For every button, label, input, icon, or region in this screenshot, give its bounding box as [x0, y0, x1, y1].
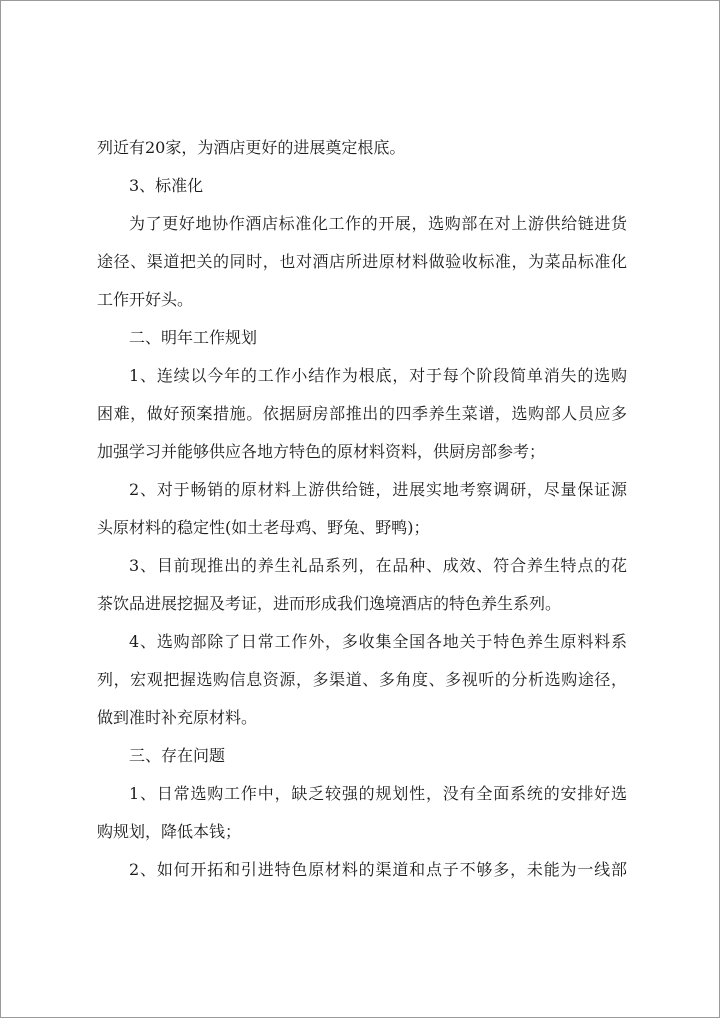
text-line: 1、日常选购工作中，缺乏较强的规划性，没有全面系统的安排好选	[129, 784, 627, 803]
text-line: 购规划，降低本钱；	[97, 822, 242, 841]
document-body	[97, 129, 627, 889]
section-heading: 三、存在问题	[129, 746, 226, 765]
text-line: 加强学习并能够供应各地方特色的原材料资料，供厨房部参考；	[97, 442, 546, 461]
text-line: 3、目前现推出的养生礼品系列，在品种、成效、符合养生特点的花	[129, 556, 627, 575]
section-heading: 二、明年工作规划	[129, 328, 258, 347]
text-line: 做到准时补充原材料。	[97, 708, 258, 727]
text-line: 工作开好头。	[97, 290, 194, 309]
text-line: 途径、渠道把关的同时，也对酒店所进原材料做验收标准，为菜品标准化	[97, 252, 627, 271]
text-line: 4、选购部除了日常工作外，多收集全国各地关于特色养生原料料系	[129, 632, 627, 651]
text-line: 列，宏观把握选购信息资源，多渠道、多角度、多视听的分析选购途径，	[97, 670, 627, 689]
section-heading: 3、标准化	[129, 176, 204, 195]
text-line: 为了更好地协作酒店标准化工作的开展，选购部在对上游供给链进货	[129, 214, 627, 233]
text-line: 1、连续以今年的工作小结作为根底，对于每个阶段简单消失的选购	[129, 366, 627, 385]
text-line: 2、对于畅销的原材料上游供给链，进展实地考察调研，尽量保证源	[129, 480, 627, 499]
text-line: 头原材料的稳定性(如土老母鸡、野兔、野鸭)；	[97, 518, 430, 537]
text-line: 茶饮品进展挖掘及考证，进而形成我们逸境酒店的特色养生系列。	[97, 594, 562, 613]
text-line: 列近有20家，为酒店更好的进展奠定根底。	[97, 138, 406, 157]
text-line: 困难，做好预案措施。依据厨房部推出的四季养生菜谱，选购部人员应多	[97, 404, 627, 423]
text-line: 2、如何开拓和引进特色原材料的渠道和点子不够多，未能为一线部	[129, 860, 627, 879]
